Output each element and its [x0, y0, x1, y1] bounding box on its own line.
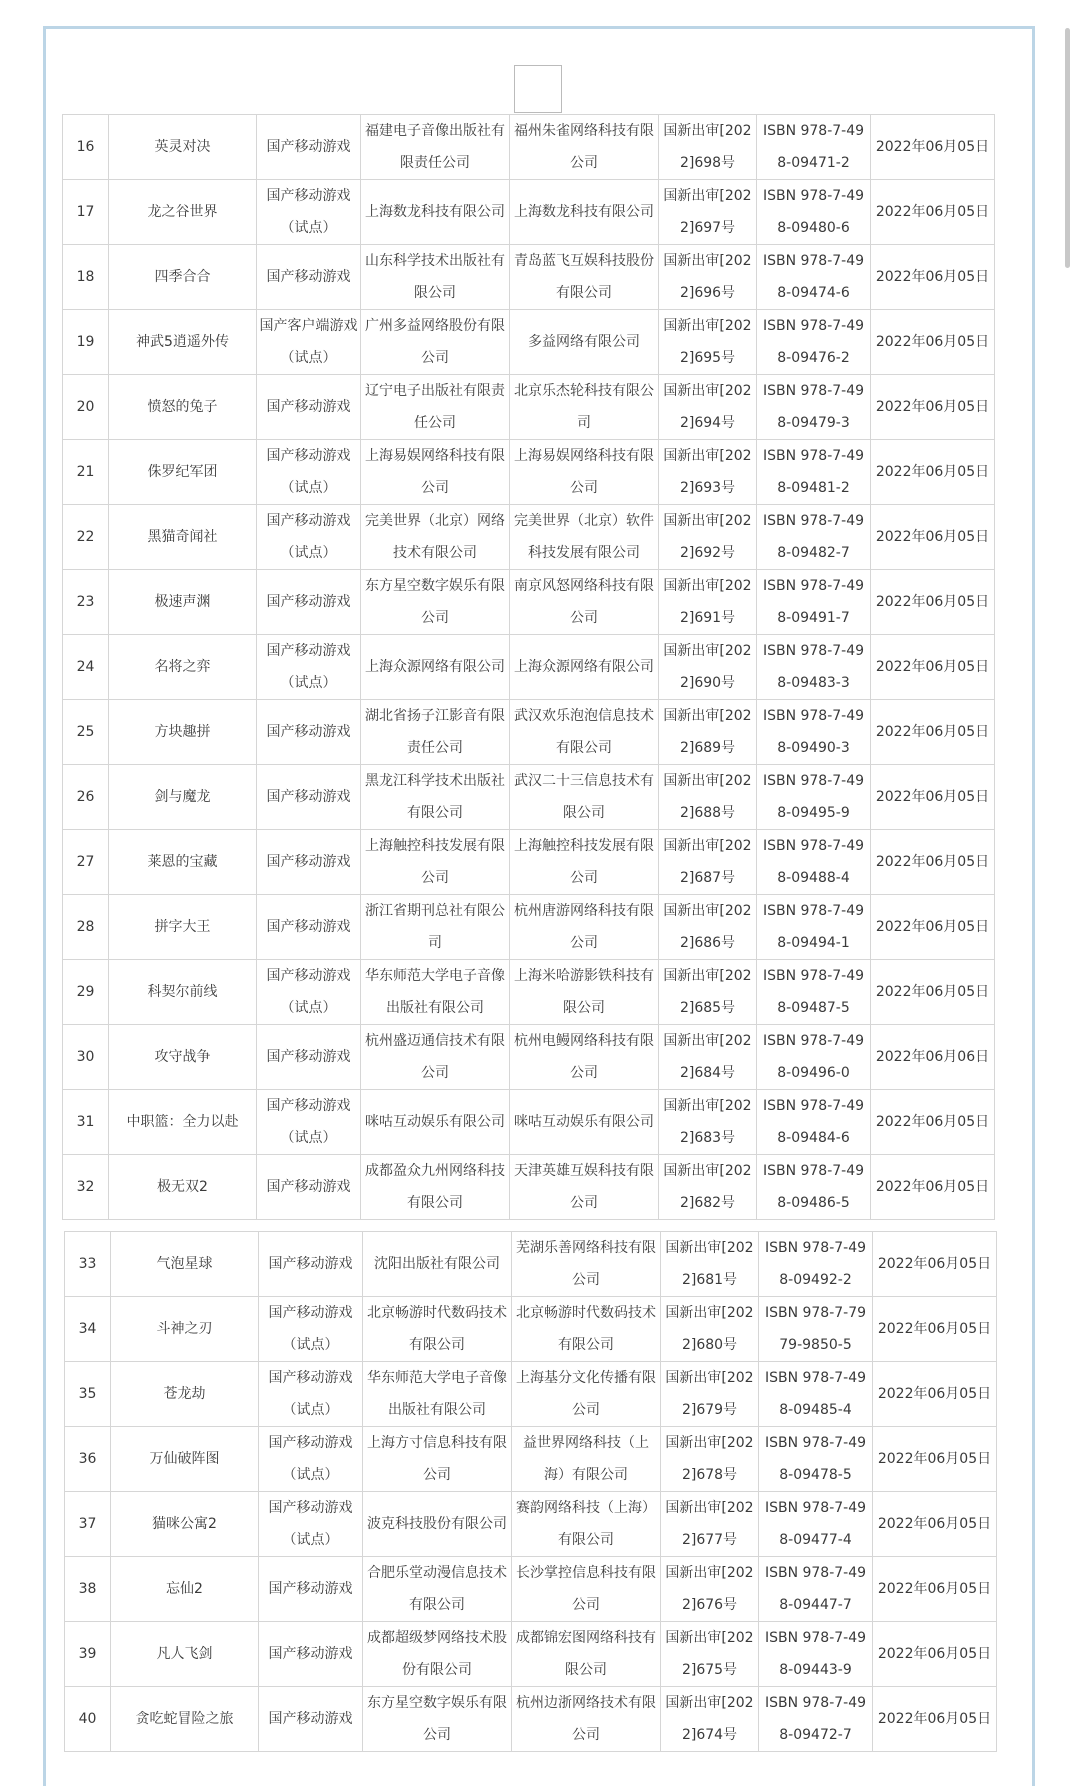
approval-number: 国新出审[2022]697号: [659, 180, 757, 245]
row-number: 38: [65, 1557, 111, 1622]
table-row: [63, 830, 995, 895]
approval-date: 2022年06月05日: [871, 765, 995, 830]
operator-name: 青岛蓝飞互娱科技股份有限公司: [510, 245, 659, 310]
approval-number: 国新出审[2022]686号: [659, 895, 757, 960]
row-number: 17: [63, 180, 109, 245]
approval-date: 2022年06月05日: [871, 375, 995, 440]
table-body: [65, 1232, 997, 1752]
operator-name: 杭州唐游网络科技有限公司: [510, 895, 659, 960]
game-category: 国产移动游戏（试点）: [257, 180, 361, 245]
approval-date: 2022年06月05日: [871, 115, 995, 180]
approval-date: 2022年06月05日: [871, 635, 995, 700]
operator-name: 赛韵网络科技（上海）有限公司: [512, 1492, 661, 1557]
game-category: 国产移动游戏: [257, 830, 361, 895]
approval-number: 国新出审[2022]679号: [661, 1362, 759, 1427]
row-number: 40: [65, 1687, 111, 1752]
approval-date: 2022年06月05日: [871, 700, 995, 765]
table-row: [63, 635, 995, 700]
broken-image-icon: [514, 65, 562, 113]
operator-name: 南京风怒网络科技有限公司: [510, 570, 659, 635]
game-category: 国产移动游戏: [257, 1155, 361, 1220]
table-row: [63, 700, 995, 765]
row-number: 19: [63, 310, 109, 375]
publisher-name: 完美世界（北京）网络技术有限公司: [361, 505, 510, 570]
row-number: 25: [63, 700, 109, 765]
game-name: 名将之弈: [109, 635, 257, 700]
table-row: [65, 1362, 997, 1427]
publisher-name: 咪咕互动娱乐有限公司: [361, 1090, 510, 1155]
table-row: [63, 960, 995, 1025]
table-row: [63, 1090, 995, 1155]
table-row: [63, 245, 995, 310]
publisher-name: 广州多益网络股份有限公司: [361, 310, 510, 375]
approval-date: 2022年06月05日: [871, 245, 995, 310]
game-category: 国产移动游戏: [257, 375, 361, 440]
operator-name: 上海基分文化传播有限公司: [512, 1362, 661, 1427]
publisher-name: 华东师范大学电子音像出版社有限公司: [363, 1362, 512, 1427]
game-category: 国产移动游戏: [257, 570, 361, 635]
game-name: 斗神之刃: [111, 1297, 259, 1362]
table-row: [63, 895, 995, 960]
row-number: 16: [63, 115, 109, 180]
approval-table-part2: [64, 1231, 997, 1752]
approval-number: 国新出审[2022]682号: [659, 1155, 757, 1220]
isbn-number: ISBN 978-7-498-09479-3: [757, 375, 871, 440]
row-number: 27: [63, 830, 109, 895]
row-number: 18: [63, 245, 109, 310]
operator-name: 天津英雄互娱科技有限公司: [510, 1155, 659, 1220]
game-category: 国产移动游戏（试点）: [257, 1090, 361, 1155]
row-number: 28: [63, 895, 109, 960]
row-number: 35: [65, 1362, 111, 1427]
isbn-number: ISBN 978-7-498-09474-6: [757, 245, 871, 310]
game-category: 国产移动游戏: [259, 1232, 363, 1297]
publisher-name: 成都盈众九州网络科技有限公司: [361, 1155, 510, 1220]
operator-name: 武汉欢乐泡泡信息技术有限公司: [510, 700, 659, 765]
approval-date: 2022年06月05日: [873, 1297, 997, 1362]
row-number: 37: [65, 1492, 111, 1557]
publisher-name: 东方星空数字娱乐有限公司: [363, 1687, 512, 1752]
publisher-name: 波克科技股份有限公司: [363, 1492, 512, 1557]
operator-name: 完美世界（北京）软件科技发展有限公司: [510, 505, 659, 570]
game-category: 国产移动游戏: [257, 245, 361, 310]
game-name: 极速声渊: [109, 570, 257, 635]
approval-date: 2022年06月05日: [873, 1622, 997, 1687]
isbn-number: ISBN 978-7-498-09484-6: [757, 1090, 871, 1155]
row-number: 20: [63, 375, 109, 440]
game-name: 剑与魔龙: [109, 765, 257, 830]
approval-number: 国新出审[2022]696号: [659, 245, 757, 310]
game-name: 中职篮：全力以赴: [109, 1090, 257, 1155]
operator-name: 上海触控科技发展有限公司: [510, 830, 659, 895]
row-number: 26: [63, 765, 109, 830]
game-category: 国产移动游戏（试点）: [259, 1427, 363, 1492]
approval-date: 2022年06月05日: [871, 895, 995, 960]
publisher-name: 沈阳出版社有限公司: [363, 1232, 512, 1297]
row-number: 33: [65, 1232, 111, 1297]
approval-number: 国新出审[2022]693号: [659, 440, 757, 505]
table-row: [63, 375, 995, 440]
approval-table-part1: [62, 114, 995, 1220]
table-row: [65, 1687, 997, 1752]
operator-name: 杭州电鳗网络科技有限公司: [510, 1025, 659, 1090]
publisher-name: 上海触控科技发展有限公司: [361, 830, 510, 895]
operator-name: 北京乐杰轮科技有限公司: [510, 375, 659, 440]
operator-name: 上海米哈游影铁科技有限公司: [510, 960, 659, 1025]
game-name: 科契尔前线: [109, 960, 257, 1025]
approval-number: 国新出审[2022]685号: [659, 960, 757, 1025]
publisher-name: 上海方寸信息科技有限公司: [363, 1427, 512, 1492]
game-name: 四季合合: [109, 245, 257, 310]
approval-number: 国新出审[2022]677号: [661, 1492, 759, 1557]
approval-date: 2022年06月05日: [873, 1362, 997, 1427]
row-number: 36: [65, 1427, 111, 1492]
table-row: [65, 1232, 997, 1297]
table-row: [65, 1427, 997, 1492]
isbn-number: ISBN 978-7-498-09485-4: [759, 1362, 873, 1427]
isbn-number: ISBN 978-7-498-09477-4: [759, 1492, 873, 1557]
approval-date: 2022年06月05日: [873, 1557, 997, 1622]
operator-name: 长沙掌控信息科技有限公司: [512, 1557, 661, 1622]
operator-name: 杭州边浙网络技术有限公司: [512, 1687, 661, 1752]
publisher-name: 华东师范大学电子音像出版社有限公司: [361, 960, 510, 1025]
isbn-number: ISBN 978-7-498-09447-7: [759, 1557, 873, 1622]
publisher-name: 山东科学技术出版社有限公司: [361, 245, 510, 310]
approval-number: 国新出审[2022]691号: [659, 570, 757, 635]
isbn-number: ISBN 978-7-498-09492-2: [759, 1232, 873, 1297]
table-row: [65, 1492, 997, 1557]
approval-date: 2022年06月05日: [871, 960, 995, 1025]
table-row: [65, 1622, 997, 1687]
isbn-number: ISBN 978-7-498-09494-1: [757, 895, 871, 960]
operator-name: 多益网络有限公司: [510, 310, 659, 375]
approval-number: 国新出审[2022]684号: [659, 1025, 757, 1090]
isbn-number: ISBN 978-7-498-09488-4: [757, 830, 871, 895]
approval-date: 2022年06月05日: [871, 180, 995, 245]
approval-number: 国新出审[2022]694号: [659, 375, 757, 440]
game-category: 国产移动游戏（试点）: [257, 440, 361, 505]
publisher-name: 福建电子音像出版社有限责任公司: [361, 115, 510, 180]
approval-date: 2022年06月05日: [871, 570, 995, 635]
approval-date: 2022年06月05日: [873, 1232, 997, 1297]
game-name: 忘仙2: [111, 1557, 259, 1622]
game-name: 贪吃蛇冒险之旅: [111, 1687, 259, 1752]
isbn-number: ISBN 978-7-498-09495-9: [757, 765, 871, 830]
row-number: 22: [63, 505, 109, 570]
isbn-number: ISBN 978-7-498-09472-7: [759, 1687, 873, 1752]
row-number: 30: [63, 1025, 109, 1090]
game-name: 苍龙劫: [111, 1362, 259, 1427]
game-category: 国产移动游戏: [257, 700, 361, 765]
game-name: 侏罗纪军团: [109, 440, 257, 505]
game-name: 万仙破阵图: [111, 1427, 259, 1492]
approval-number: 国新出审[2022]692号: [659, 505, 757, 570]
game-category: 国产移动游戏（试点）: [259, 1492, 363, 1557]
game-category: 国产移动游戏: [257, 895, 361, 960]
isbn-number: ISBN 978-7-498-09491-7: [757, 570, 871, 635]
approval-date: 2022年06月05日: [871, 440, 995, 505]
publisher-name: 湖北省扬子江影音有限责任公司: [361, 700, 510, 765]
isbn-number: ISBN 978-7-498-09487-5: [757, 960, 871, 1025]
approval-date: 2022年06月05日: [873, 1687, 997, 1752]
game-name: 英灵对决: [109, 115, 257, 180]
game-category: 国产移动游戏: [259, 1622, 363, 1687]
game-name: 猫咪公寓2: [111, 1492, 259, 1557]
approval-number: 国新出审[2022]683号: [659, 1090, 757, 1155]
operator-name: 成都锦宏图网络科技有限公司: [512, 1622, 661, 1687]
publisher-name: 浙江省期刊总社有限公司: [361, 895, 510, 960]
approval-date: 2022年06月05日: [871, 1090, 995, 1155]
publisher-name: 东方星空数字娱乐有限公司: [361, 570, 510, 635]
approval-date: 2022年06月05日: [871, 830, 995, 895]
game-category: 国产移动游戏（试点）: [259, 1297, 363, 1362]
publisher-name: 合肥乐堂动漫信息技术有限公司: [363, 1557, 512, 1622]
operator-name: 北京畅游时代数码技术有限公司: [512, 1297, 661, 1362]
table-row: [63, 440, 995, 505]
table-row: [63, 115, 995, 180]
operator-name: 福州朱雀网络科技有限公司: [510, 115, 659, 180]
game-name: 凡人飞剑: [111, 1622, 259, 1687]
approval-date: 2022年06月05日: [871, 505, 995, 570]
game-name: 拼字大王: [109, 895, 257, 960]
approval-number: 国新出审[2022]687号: [659, 830, 757, 895]
publisher-name: 黑龙江科学技术出版社有限公司: [361, 765, 510, 830]
approval-number: 国新出审[2022]674号: [661, 1687, 759, 1752]
isbn-number: ISBN 978-7-498-09476-2: [757, 310, 871, 375]
approval-number: 国新出审[2022]675号: [661, 1622, 759, 1687]
publisher-name: 北京畅游时代数码技术有限公司: [363, 1297, 512, 1362]
row-number: 24: [63, 635, 109, 700]
isbn-number: ISBN 978-7-498-09483-3: [757, 635, 871, 700]
isbn-number: ISBN 978-7-498-09496-0: [757, 1025, 871, 1090]
approval-number: 国新出审[2022]689号: [659, 700, 757, 765]
game-name: 莱恩的宝藏: [109, 830, 257, 895]
game-category: 国产移动游戏: [257, 1025, 361, 1090]
game-category: 国产移动游戏（试点）: [257, 960, 361, 1025]
game-name: 极无双2: [109, 1155, 257, 1220]
table-row: [63, 570, 995, 635]
game-category: 国产客户端游戏（试点）: [257, 310, 361, 375]
approval-date: 2022年06月05日: [873, 1427, 997, 1492]
game-name: 攻守战争: [109, 1025, 257, 1090]
table-row: [63, 1155, 995, 1220]
operator-name: 上海众源网络有限公司: [510, 635, 659, 700]
row-number: 32: [63, 1155, 109, 1220]
approval-date: 2022年06月05日: [871, 310, 995, 375]
approval-number: 国新出审[2022]676号: [661, 1557, 759, 1622]
operator-name: 武汉二十三信息技术有限公司: [510, 765, 659, 830]
table-row: [63, 310, 995, 375]
isbn-number: ISBN 978-7-498-09443-9: [759, 1622, 873, 1687]
row-number: 21: [63, 440, 109, 505]
isbn-number: ISBN 978-7-498-09486-5: [757, 1155, 871, 1220]
isbn-number: ISBN 978-7-498-09481-2: [757, 440, 871, 505]
table-row: [65, 1297, 997, 1362]
operator-name: 益世界网络科技（上海）有限公司: [512, 1427, 661, 1492]
table-row: [63, 765, 995, 830]
row-number: 29: [63, 960, 109, 1025]
game-category: 国产移动游戏（试点）: [259, 1362, 363, 1427]
game-category: 国产移动游戏: [259, 1557, 363, 1622]
publisher-name: 上海易娱网络科技有限公司: [361, 440, 510, 505]
row-number: 23: [63, 570, 109, 635]
game-category: 国产移动游戏: [257, 765, 361, 830]
scrollbar[interactable]: [1065, 28, 1070, 268]
approval-number: 国新出审[2022]695号: [659, 310, 757, 375]
game-name: 龙之谷世界: [109, 180, 257, 245]
publisher-name: 上海数龙科技有限公司: [361, 180, 510, 245]
isbn-number: ISBN 978-7-498-09482-7: [757, 505, 871, 570]
isbn-number: ISBN 978-7-498-09478-5: [759, 1427, 873, 1492]
operator-name: 上海数龙科技有限公司: [510, 180, 659, 245]
operator-name: 芜湖乐善网络科技有限公司: [512, 1232, 661, 1297]
row-number: 34: [65, 1297, 111, 1362]
approval-number: 国新出审[2022]698号: [659, 115, 757, 180]
game-category: 国产移动游戏（试点）: [257, 635, 361, 700]
approval-number: 国新出审[2022]688号: [659, 765, 757, 830]
game-category: 国产移动游戏（试点）: [257, 505, 361, 570]
approval-date: 2022年06月06日: [871, 1025, 995, 1090]
table-row: [63, 1025, 995, 1090]
game-name: 愤怒的兔子: [109, 375, 257, 440]
table-row: [65, 1557, 997, 1622]
game-name: 神武5逍遥外传: [109, 310, 257, 375]
table-row: [63, 505, 995, 570]
game-category: 国产移动游戏: [257, 115, 361, 180]
game-name: 黑猫奇闻社: [109, 505, 257, 570]
approval-number: 国新出审[2022]681号: [661, 1232, 759, 1297]
operator-name: 咪咕互动娱乐有限公司: [510, 1090, 659, 1155]
publisher-name: 上海众源网络有限公司: [361, 635, 510, 700]
approval-date: 2022年06月05日: [871, 1155, 995, 1220]
game-name: 方块趣拼: [109, 700, 257, 765]
isbn-number: ISBN 978-7-498-09490-3: [757, 700, 871, 765]
row-number: 39: [65, 1622, 111, 1687]
table-row: [63, 180, 995, 245]
publisher-name: 辽宁电子出版社有限责任公司: [361, 375, 510, 440]
publisher-name: 成都超级梦网络技术股份有限公司: [363, 1622, 512, 1687]
operator-name: 上海易娱网络科技有限公司: [510, 440, 659, 505]
game-category: 国产移动游戏: [259, 1687, 363, 1752]
approval-number: 国新出审[2022]680号: [661, 1297, 759, 1362]
isbn-number: ISBN 978-7-498-09471-2: [757, 115, 871, 180]
approval-date: 2022年06月05日: [873, 1492, 997, 1557]
isbn-number: ISBN 978-7-7979-9850-5: [759, 1297, 873, 1362]
row-number: 31: [63, 1090, 109, 1155]
game-name: 气泡星球: [111, 1232, 259, 1297]
publisher-name: 杭州盛迈通信技术有限公司: [361, 1025, 510, 1090]
approval-number: 国新出审[2022]678号: [661, 1427, 759, 1492]
isbn-number: ISBN 978-7-498-09480-6: [757, 180, 871, 245]
approval-number: 国新出审[2022]690号: [659, 635, 757, 700]
table-body: [63, 115, 995, 1220]
